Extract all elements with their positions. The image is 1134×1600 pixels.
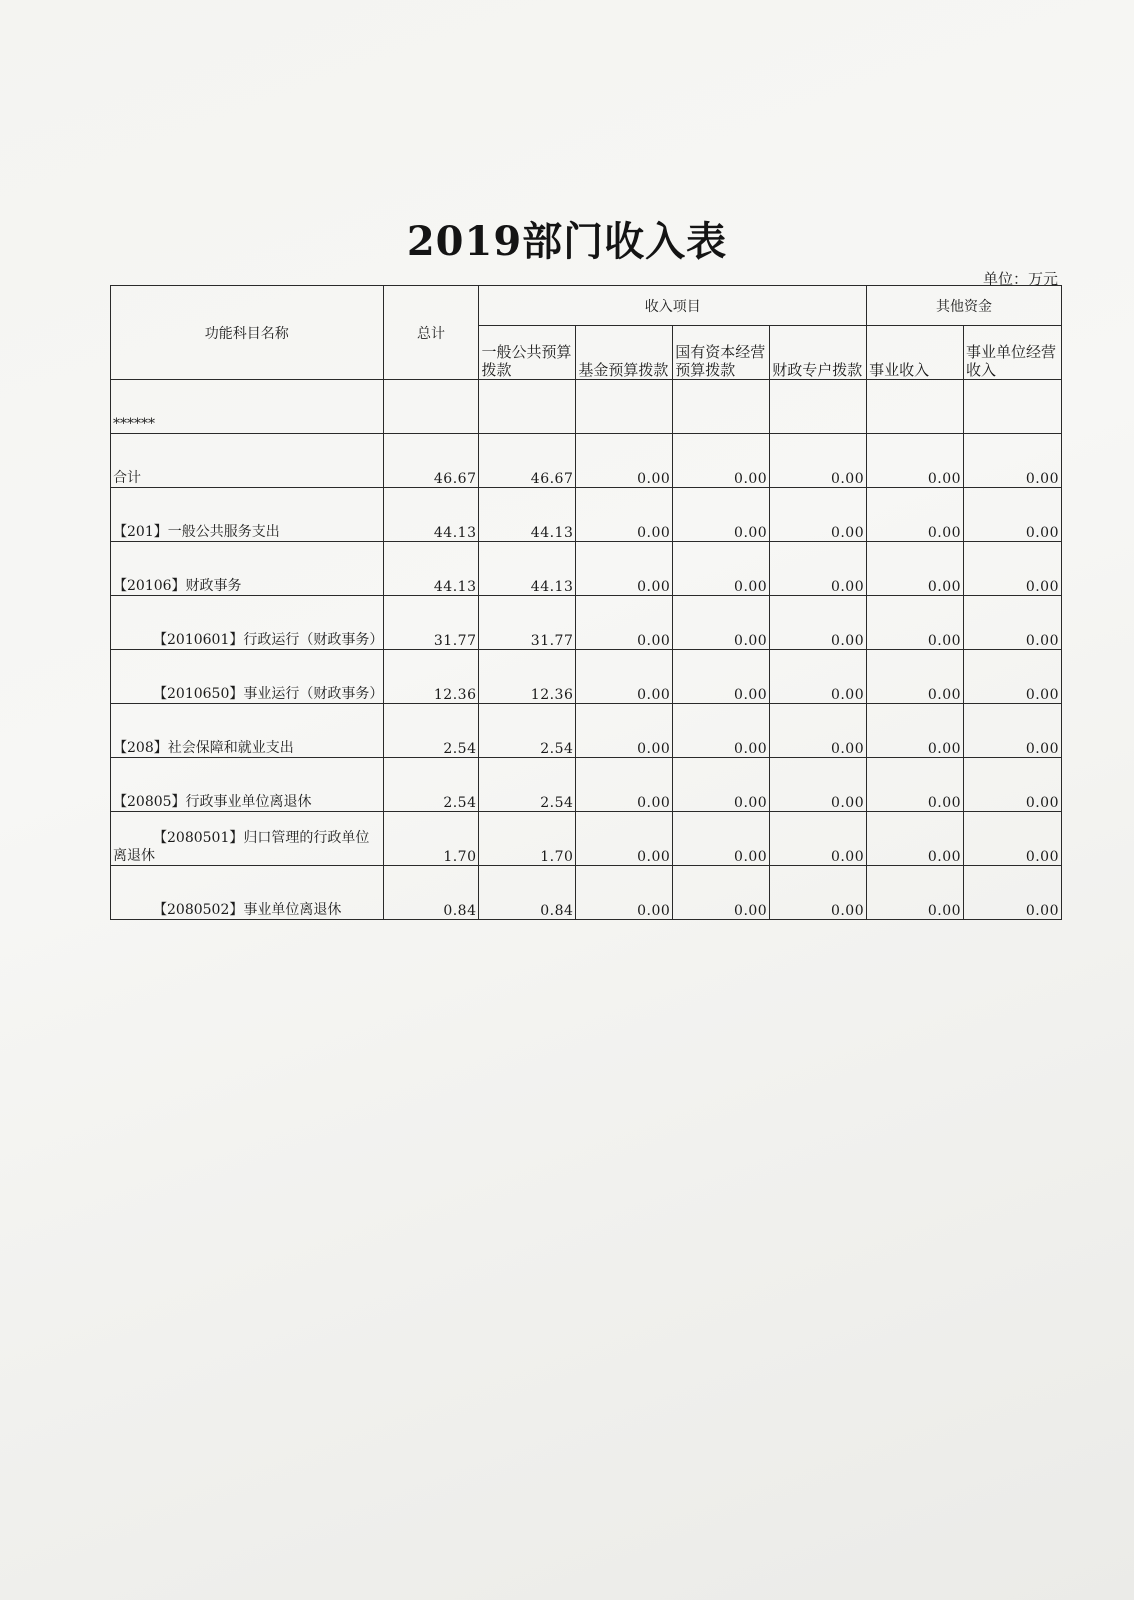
row-value-cell <box>576 380 673 434</box>
row-name-cell: 【20106】财政事务 <box>111 542 384 596</box>
row-value-cell <box>479 380 576 434</box>
row-value-cell <box>867 380 964 434</box>
table-row <box>111 380 1062 434</box>
row-value-cell: 0.00 <box>673 542 770 596</box>
header-row-1 <box>111 286 1062 326</box>
row-name-cell: 【201】一般公共服务支出 <box>111 488 384 542</box>
row-value-cell: 46.67 <box>383 434 479 488</box>
row-value-cell: 0.00 <box>964 866 1062 920</box>
row-value-cell: 0.00 <box>770 866 867 920</box>
row-value-cell: 0.00 <box>867 542 964 596</box>
header-other-group: 其他资金 <box>867 286 1062 326</box>
row-value-cell: 0.00 <box>867 650 964 704</box>
row-value-cell: 0.00 <box>673 812 770 866</box>
row-value-cell: 1.70 <box>383 812 479 866</box>
row-name-cell: 合计 <box>111 434 384 488</box>
row-value-cell: 44.13 <box>479 542 576 596</box>
row-value-cell: 0.00 <box>673 704 770 758</box>
row-value-cell: 0.00 <box>770 812 867 866</box>
row-value-cell: 0.00 <box>964 596 1062 650</box>
row-value-cell: 44.13 <box>383 542 479 596</box>
row-value-cell: 44.13 <box>383 488 479 542</box>
row-value-cell: 2.54 <box>383 758 479 812</box>
row-value-cell <box>770 380 867 434</box>
row-value-cell: 0.00 <box>867 758 964 812</box>
row-value-cell: 0.00 <box>673 758 770 812</box>
row-value-cell: 0.00 <box>964 542 1062 596</box>
header-name: 功能科目名称 <box>111 286 384 380</box>
row-value-cell: 0.00 <box>964 434 1062 488</box>
table-row <box>111 542 1062 596</box>
row-value-cell: 0.00 <box>867 704 964 758</box>
table-row <box>111 866 1062 920</box>
row-value-cell: 12.36 <box>383 650 479 704</box>
income-table <box>110 285 1062 920</box>
table-row <box>111 434 1062 488</box>
row-value-cell: 0.84 <box>479 866 576 920</box>
row-value-cell: 2.54 <box>479 704 576 758</box>
row-value-cell: 2.54 <box>479 758 576 812</box>
row-value-cell: 0.00 <box>576 812 673 866</box>
row-value-cell: 2.54 <box>383 704 479 758</box>
row-value-cell: 0.00 <box>576 596 673 650</box>
table-row <box>111 596 1062 650</box>
row-value-cell: 0.00 <box>576 488 673 542</box>
row-value-cell: 0.00 <box>770 704 867 758</box>
header-income-group: 收入项目 <box>479 286 867 326</box>
row-value-cell: 0.00 <box>576 866 673 920</box>
header-col-general-budget: 一般公共预算拨款 <box>479 326 576 380</box>
row-value-cell: 0.00 <box>673 434 770 488</box>
row-value-cell: 12.36 <box>479 650 576 704</box>
page-title: 2019部门收入表 <box>406 218 728 265</box>
row-value-cell <box>964 380 1062 434</box>
table-row <box>111 488 1062 542</box>
row-name-cell: 【20805】行政事业单位离退休 <box>111 758 384 812</box>
row-name-cell: ****** <box>111 380 384 434</box>
row-value-cell: 0.00 <box>770 434 867 488</box>
row-value-cell: 0.00 <box>673 596 770 650</box>
row-value-cell: 0.00 <box>576 434 673 488</box>
unit-label: 单位：万元 <box>982 270 1058 288</box>
row-value-cell: 0.84 <box>383 866 479 920</box>
row-name-cell: 【208】社会保障和就业支出 <box>111 704 384 758</box>
row-value-cell: 0.00 <box>576 650 673 704</box>
row-value-cell: 0.00 <box>770 488 867 542</box>
row-value-cell <box>383 380 479 434</box>
header-col-operating-income: 事业单位经营收入 <box>964 326 1062 380</box>
row-value-cell: 0.00 <box>867 866 964 920</box>
row-value-cell: 0.00 <box>770 542 867 596</box>
table-row <box>111 758 1062 812</box>
row-name-cell: 【2080502】事业单位离退休 <box>111 866 384 920</box>
row-value-cell: 31.77 <box>383 596 479 650</box>
row-value-cell: 0.00 <box>964 812 1062 866</box>
row-value-cell: 31.77 <box>479 596 576 650</box>
row-value-cell: 0.00 <box>867 812 964 866</box>
row-value-cell: 44.13 <box>479 488 576 542</box>
row-value-cell: 0.00 <box>673 650 770 704</box>
row-value-cell: 0.00 <box>576 542 673 596</box>
row-value-cell: 0.00 <box>964 704 1062 758</box>
row-value-cell: 0.00 <box>867 596 964 650</box>
row-value-cell: 0.00 <box>770 596 867 650</box>
row-value-cell: 0.00 <box>867 488 964 542</box>
row-name-cell: 【2010601】行政运行（财政事务） <box>111 596 384 650</box>
row-value-cell: 0.00 <box>964 488 1062 542</box>
row-value-cell: 0.00 <box>964 650 1062 704</box>
row-value-cell: 0.00 <box>770 650 867 704</box>
header-col-fund-budget: 基金预算拨款 <box>576 326 673 380</box>
row-value-cell: 0.00 <box>673 866 770 920</box>
header-col-special-account: 财政专户拨款 <box>770 326 867 380</box>
header-total: 总计 <box>383 286 479 380</box>
row-value-cell: 1.70 <box>479 812 576 866</box>
row-value-cell: 0.00 <box>673 488 770 542</box>
header-col-state-capital: 国有资本经营预算拨款 <box>673 326 770 380</box>
table-row <box>111 650 1062 704</box>
row-value-cell: 0.00 <box>576 758 673 812</box>
table-row <box>111 812 1062 866</box>
row-value-cell: 0.00 <box>770 758 867 812</box>
row-name-cell: 【2010650】事业运行（财政事务） <box>111 650 384 704</box>
table-row <box>111 704 1062 758</box>
row-name-cell: 【2080501】归口管理的行政单位离退休 <box>111 812 384 866</box>
row-value-cell <box>673 380 770 434</box>
row-value-cell: 0.00 <box>576 704 673 758</box>
row-value-cell: 46.67 <box>479 434 576 488</box>
row-value-cell: 0.00 <box>964 758 1062 812</box>
row-value-cell: 0.00 <box>867 434 964 488</box>
header-col-business-income: 事业收入 <box>867 326 964 380</box>
